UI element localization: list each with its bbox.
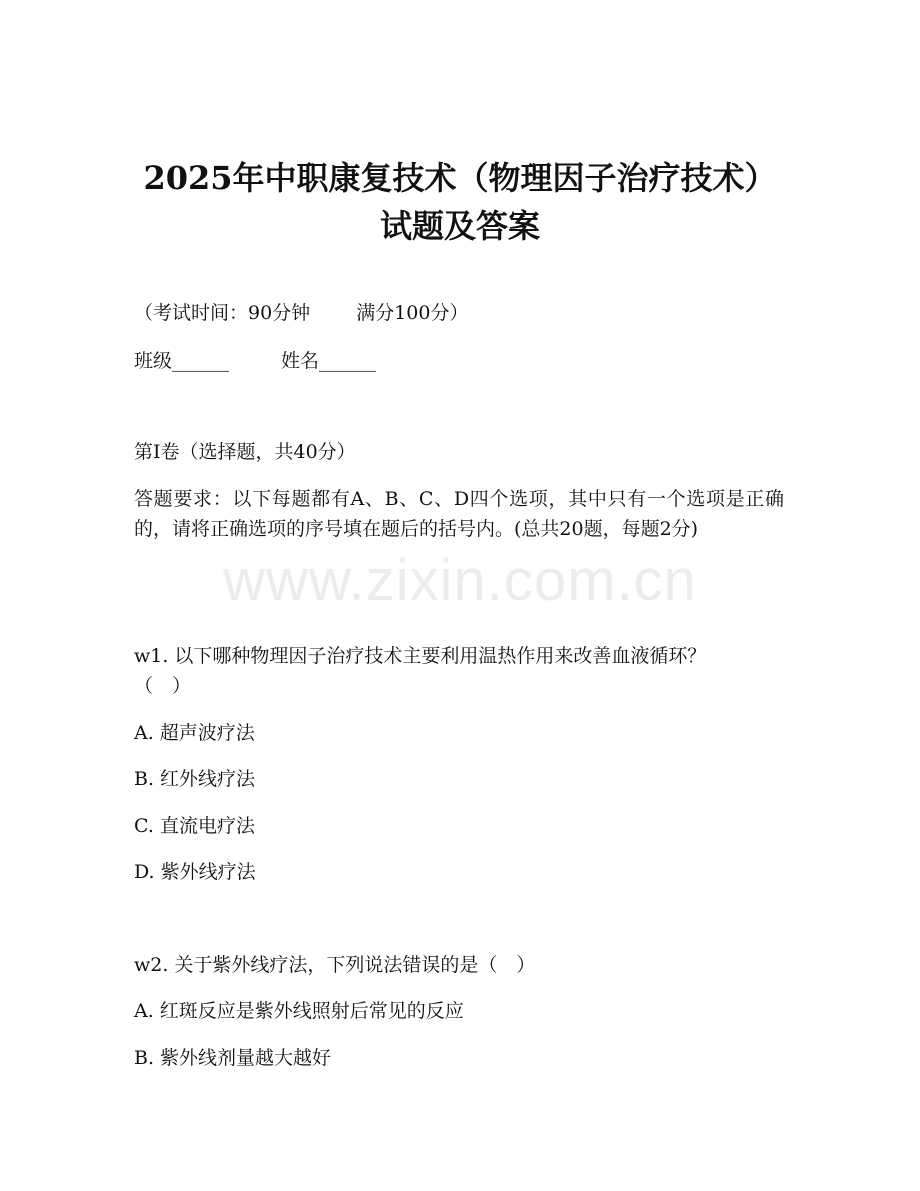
question-2-option-b: B. 紫外线剂量越大越好	[134, 1047, 332, 1069]
exam-full-score: 满分100分）	[356, 302, 469, 324]
document-title-line1: 2025年中职康复技术（物理因子治疗技术）	[143, 159, 777, 197]
question-1-blank: （ ）	[134, 675, 192, 697]
watermark: www.zixin.com.cn	[223, 548, 697, 613]
exam-info	[134, 298, 794, 328]
question-1-option-c: C. 直流电疗法	[134, 815, 255, 837]
question-2-option-a: A. 红斑反应是紫外线照射后常见的反应	[134, 1000, 464, 1022]
question-1-option-d: D. 紫外线疗法	[134, 861, 256, 883]
section-instructions: 答题要求：以下每题都有A、B、C、D四个选项，其中只有一个选项是正确的，请将正确选项的序号填在题后的括号内。(总共20题，每题2分)	[134, 488, 784, 540]
document-title-line2: 试题及答案	[379, 207, 540, 245]
student-fields	[134, 346, 794, 376]
question-1-option-a: A. 超声波疗法	[134, 722, 255, 744]
exam-time: （考试时间：90分钟	[134, 302, 311, 324]
question-2-stem: w2. 关于紫外线疗法，下列说法错误的是（ ）	[134, 954, 536, 976]
name-field: 姓名______	[281, 350, 377, 372]
question-1-stem: w1. 以下哪种物理因子治疗技术主要利用温热作用来改善血液循环？	[134, 645, 707, 667]
class-field: 班级______	[134, 350, 230, 372]
question-1-option-b: B. 红外线疗法	[134, 768, 256, 790]
section-heading: 第Ⅰ卷（选择题，共40分）	[134, 441, 356, 463]
